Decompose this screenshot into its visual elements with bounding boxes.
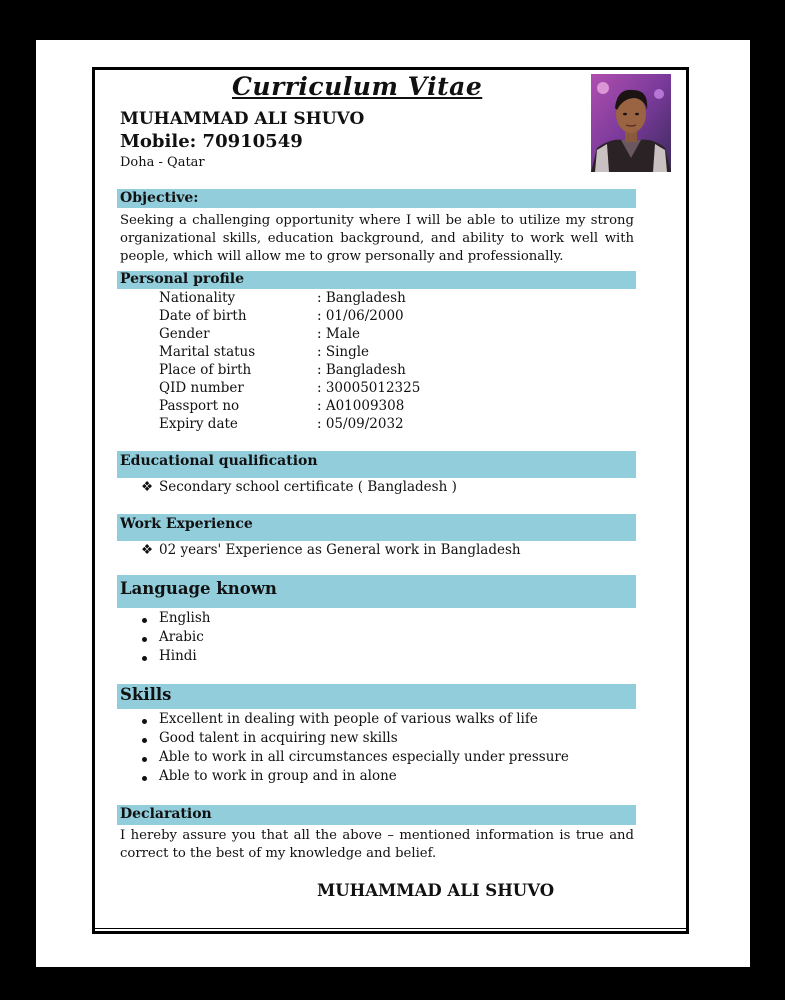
profile-label: Marital status	[159, 344, 256, 360]
skills-heading: Skills	[120, 685, 172, 704]
signature-name: MUHAMMAD ALI SHUVO	[317, 881, 555, 900]
profile-value: : Single	[317, 344, 370, 360]
profile-value: : Male	[317, 326, 361, 342]
work-item	[141, 542, 521, 558]
profile-label: Date of birth	[159, 308, 247, 324]
profile-label: Nationality	[159, 290, 236, 306]
language-item: English	[159, 610, 211, 626]
profile-label: Place of birth	[159, 362, 252, 378]
profile-value: : Bangladesh	[317, 362, 406, 378]
document-title: Curriculum Vitae	[232, 72, 483, 101]
skills-heading-bar	[117, 684, 636, 709]
personal-profile-heading-bar	[117, 271, 636, 289]
language-item: Arabic	[159, 629, 204, 645]
skill-item: Able to work in all circumstances especially under pressure	[159, 749, 569, 765]
skill-item: Good talent in acquiring new skills	[159, 730, 398, 746]
bullet-dot-icon	[142, 738, 147, 743]
profile-label: Gender	[159, 326, 210, 342]
candidate-name: MUHAMMAD ALI SHUVO	[120, 109, 365, 129]
bullet-dot-icon	[142, 656, 147, 661]
work-heading: Work Experience	[120, 516, 253, 532]
profile-value: : 30005012325	[317, 380, 421, 396]
personal-profile-heading: Personal profile	[120, 271, 245, 287]
profile-label: Passport no	[159, 398, 240, 414]
bullet-dot-icon	[142, 776, 147, 781]
work-heading-bar	[117, 514, 636, 541]
diamond-bullet-icon: ❖	[141, 479, 154, 495]
profile-value: : Bangladesh	[317, 290, 406, 306]
skill-item: Excellent in dealing with people of various walks of life	[159, 711, 538, 727]
language-heading: Language known	[120, 579, 277, 598]
bullet-dot-icon	[142, 757, 147, 762]
work-item-text: 02 years' Experience as General work in Bangladesh	[159, 542, 521, 558]
diamond-bullet-icon: ❖	[141, 542, 154, 558]
language-heading-bar	[117, 575, 636, 608]
declaration-text: I hereby assure you that all the above – mentioned information is true and correct to the best of my knowledge and belief.	[120, 828, 634, 861]
candidate-location: Doha - Qatar	[120, 155, 205, 170]
bullet-dot-icon	[142, 618, 147, 623]
education-item	[141, 479, 457, 495]
objective-heading: Objective:	[120, 190, 199, 206]
objective-text: Seeking a challenging opportunity where I will be able to utilize my strong organizational skills, education background, and ability to work well with people, which will allow me to grow personally and professionally.	[120, 213, 634, 264]
objective-heading-bar	[117, 189, 636, 208]
declaration-heading-bar	[117, 805, 636, 825]
profile-photo	[591, 74, 671, 172]
profile-value: : 05/09/2032	[317, 416, 404, 432]
bullet-dot-icon	[142, 719, 147, 724]
profile-label: Expiry date	[159, 416, 238, 432]
language-item: Hindi	[159, 648, 197, 664]
profile-label: QID number	[159, 380, 244, 396]
bullet-dot-icon	[142, 637, 147, 642]
education-item-text: Secondary school certificate ( Bangladesh )	[159, 479, 457, 495]
skill-item: Able to work in group and in alone	[159, 768, 397, 784]
education-heading: Educational qualification	[120, 453, 318, 469]
profile-value: : 01/06/2000	[317, 308, 404, 324]
declaration-heading: Declaration	[120, 806, 212, 822]
education-heading-bar	[117, 451, 636, 478]
candidate-mobile: Mobile: 70910549	[120, 131, 303, 152]
profile-value: : A01009308	[317, 398, 405, 414]
